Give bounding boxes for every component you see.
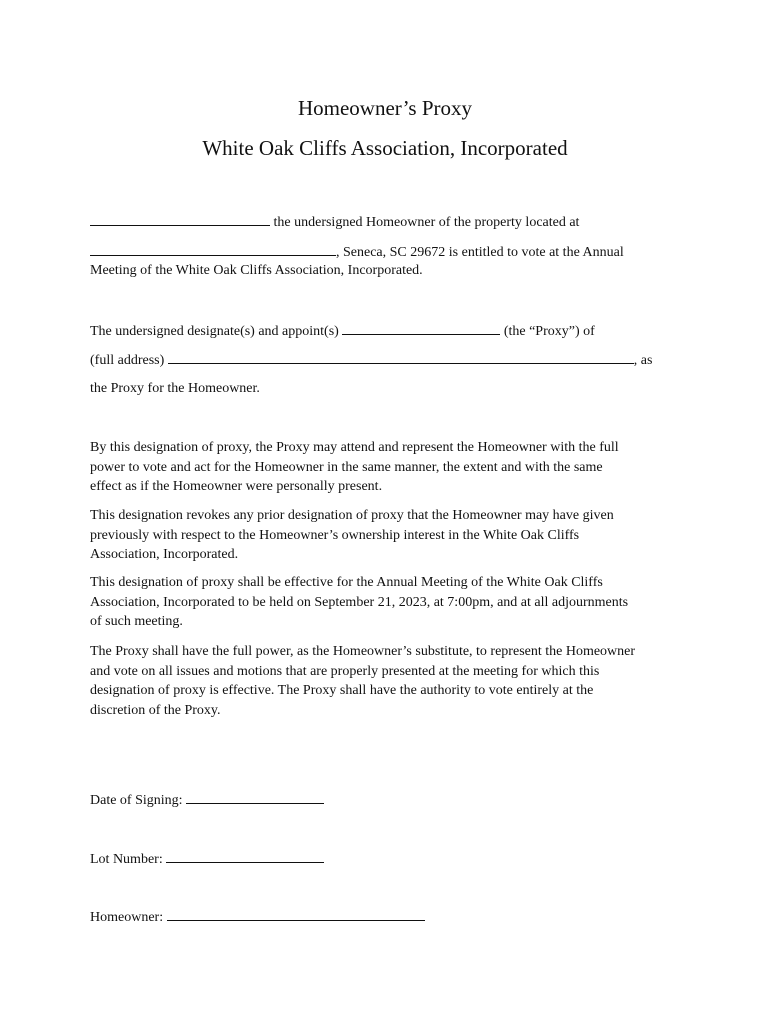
- intro-line-3: Meeting of the White Oak Cliffs Association, Incorporated.: [90, 263, 423, 278]
- paragraph-line: This designation of proxy shall be effective for the Annual Meeting of the White Oak Cliffs: [90, 575, 603, 590]
- homeowner-name-blank[interactable]: [90, 211, 270, 226]
- appointment-line-2: [90, 349, 652, 370]
- appointment-line-1: [90, 320, 595, 341]
- date-of-signing-blank[interactable]: [186, 789, 324, 804]
- paragraph-effective-meeting: [90, 573, 690, 632]
- paragraph-line: effect as if the Homeowner were personally present.: [90, 479, 383, 494]
- paragraph-line: power to vote and act for the Homeowner in the same manner, the extent and with the same: [90, 459, 603, 475]
- appointment-line-1-prefix: The undersigned designate(s) and appoint(s): [90, 324, 343, 339]
- document-subtitle: White Oak Cliffs Association, Incorporated: [202, 136, 568, 160]
- homeowner-signature-field: [90, 906, 425, 927]
- paragraph-proxy-powers: [90, 438, 690, 497]
- homeowner-signature-blank[interactable]: [167, 906, 425, 921]
- intro-line-2-text: , Seneca, SC 29672 is entitled to vote at the Annual: [336, 245, 624, 260]
- intro-line-1-text: the undersigned Homeowner of the property located at: [270, 215, 580, 230]
- paragraph-line: Association, Incorporated to be held on September 21, 2023, at 7:00pm, and at all adjournments: [90, 594, 629, 610]
- paragraph-line: of such meeting.: [90, 614, 183, 629]
- intro-line-2: [90, 241, 624, 262]
- paragraph-line: previously with respect to the Homeowner’s ownership interest in the White Oak Cliffs: [90, 527, 580, 543]
- appointment-line-3: the Proxy for the Homeowner.: [90, 381, 260, 396]
- intro-line-1: [90, 211, 579, 232]
- paragraph-line: Association, Incorporated.: [90, 547, 239, 562]
- paragraph-line: discretion of the Proxy.: [90, 702, 221, 718]
- document-title: Homeowner’s Proxy: [297, 96, 472, 120]
- date-of-signing-field: [90, 789, 324, 810]
- appointment-line-1-suffix: (the “Proxy”) of: [500, 324, 595, 339]
- paragraph-revocation: [90, 506, 690, 565]
- appointment-line-2-prefix: (full address): [90, 353, 168, 368]
- proxy-address-blank[interactable]: [168, 349, 634, 364]
- paragraph-line: The Proxy shall have the full power, as the Homeowner’s substitute, to represent the Homeowner: [90, 644, 636, 659]
- lot-number-label: Lot Number:: [90, 852, 167, 867]
- lot-number-blank[interactable]: [166, 848, 324, 863]
- paragraph-line: By this designation of proxy, the Proxy may attend and represent the Homeowner with the full: [90, 440, 619, 455]
- paragraph-authority: [90, 642, 690, 720]
- date-of-signing-label: Date of Signing:: [90, 793, 187, 808]
- proxy-name-blank[interactable]: [342, 320, 500, 335]
- paragraph-line: and vote on all issues and motions that are properly presented at the meeting for which this: [90, 663, 600, 679]
- homeowner-signature-label: Homeowner:: [90, 910, 167, 925]
- lot-number-field: [90, 848, 324, 869]
- paragraph-line: This designation revokes any prior designation of proxy that the Homeowner may have given: [90, 508, 614, 523]
- paragraph-line: designation of proxy is effective. The Proxy shall have the authority to vote entirely at the: [90, 683, 594, 698]
- appointment-line-2-suffix: , as: [633, 353, 653, 368]
- property-address-blank[interactable]: [90, 241, 336, 256]
